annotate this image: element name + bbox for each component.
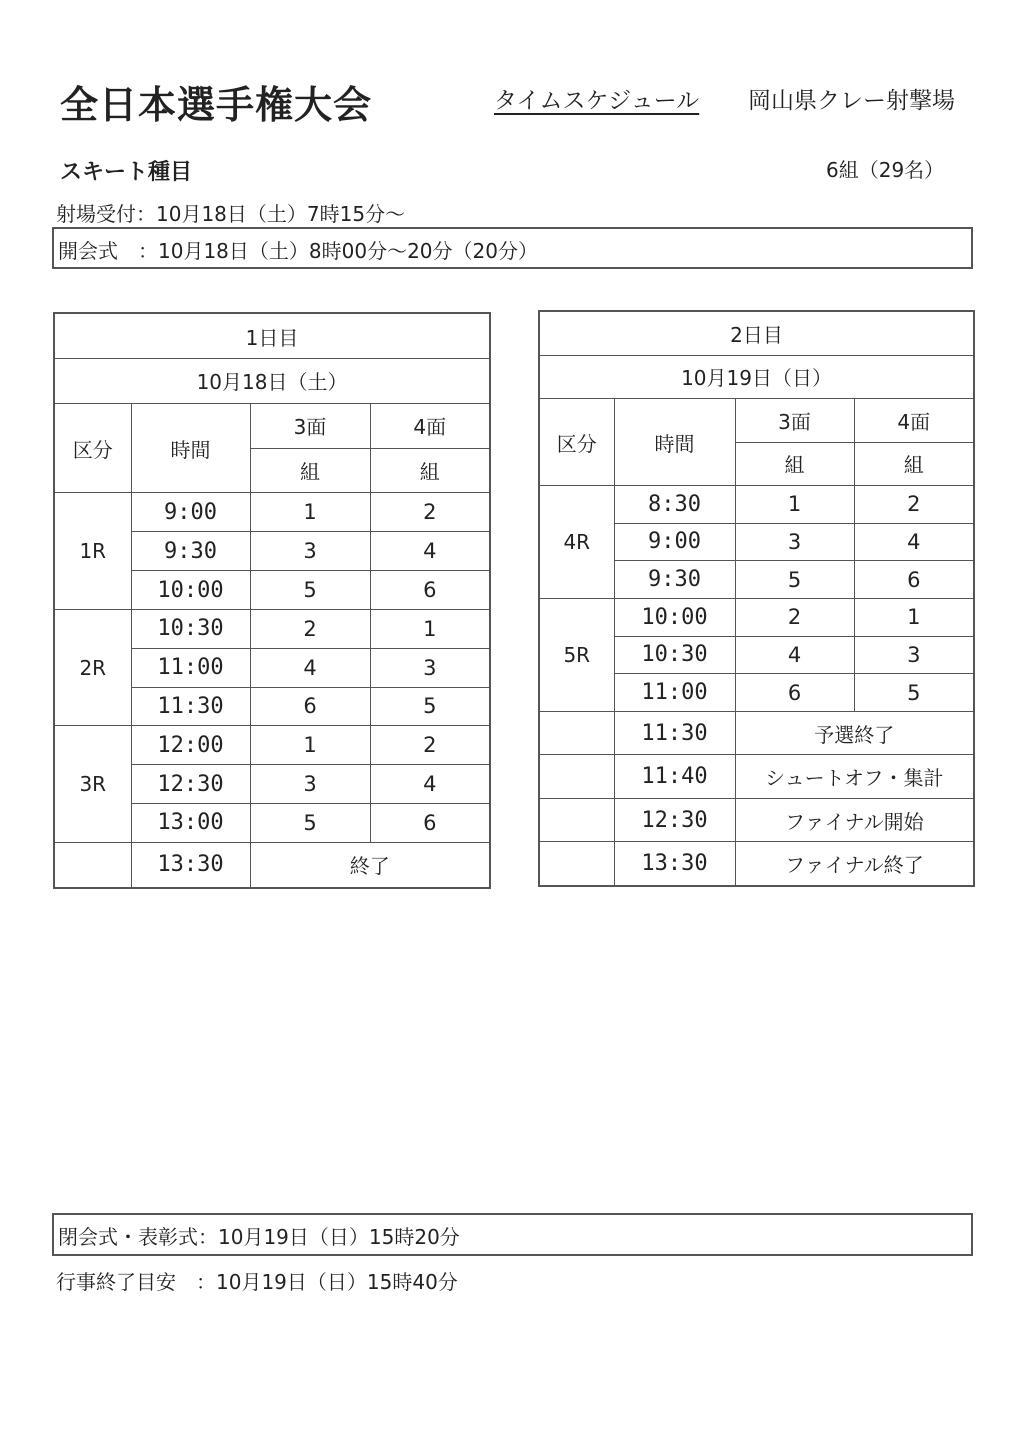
header-section: 区分 [539,399,614,486]
time-cell: 11:30 [131,687,250,726]
status-label: ファイナル開始 [735,798,974,841]
group-cell: 2 [854,485,974,523]
group-cell: 2 [370,726,490,765]
time-cell: 9:00 [131,493,250,532]
header-field3: 3面 [735,399,854,442]
group-cell: 4 [735,636,854,674]
time-cell: 9:00 [614,523,735,561]
time-cell: 11:40 [614,755,735,798]
group-cell: 1 [370,609,490,648]
group-cell: 5 [250,804,370,843]
group-cell: 2 [735,598,854,636]
day2-schedule-table [538,310,975,887]
time-cell: 9:30 [131,532,250,571]
group-cell: 4 [370,765,490,804]
group-cell: 2 [370,493,490,532]
time-cell: 11:00 [614,674,735,712]
day1-date: 10月18日（土） [54,359,490,404]
status-label: 予選終了 [735,711,974,754]
header-field4: 4面 [370,403,490,448]
opening-ceremony-text: 開会式 ：10月18日（土）8時00分～20分（20分） [58,239,538,263]
group-cell: 6 [250,687,370,726]
group-cell: 3 [370,648,490,687]
header-group: 組 [735,442,854,485]
closing-ceremony-text: 閉会式・表彰式：10月19日（日）15時20分 [58,1225,460,1249]
time-cell: 10:30 [614,636,735,674]
group-cell: 6 [854,561,974,599]
group-cell: 1 [250,493,370,532]
time-cell: 12:00 [131,726,250,765]
time-cell: 11:30 [614,711,735,754]
time-cell: 12:30 [131,765,250,804]
group-cell: 5 [250,571,370,610]
time-cell: 9:30 [614,561,735,599]
schedule-subtitle: タイムスケジュール [494,88,700,114]
header-time: 時間 [131,403,250,493]
header-group: 組 [370,448,490,493]
time-cell: 12:30 [614,798,735,841]
round-label: 4R [539,485,614,598]
time-cell: 11:00 [131,648,250,687]
group-cell: 3 [854,636,974,674]
time-cell: 13:30 [614,842,735,886]
group-cell: 1 [854,598,974,636]
time-cell: 10:30 [131,609,250,648]
time-cell: 13:00 [131,804,250,843]
group-cell: 1 [735,485,854,523]
venue-name: 岡山県クレー射撃場 [748,88,955,114]
day1-title: 1日目 [54,313,490,359]
round-label: 2R [54,609,131,725]
group-cell: 2 [250,609,370,648]
empty-cell [539,711,614,754]
header-group: 組 [854,442,974,485]
time-cell: 10:00 [614,598,735,636]
header-field3: 3面 [250,403,370,448]
event-end-info: 行事終了目安 ：10月19日（日）15時40分 [56,1270,458,1294]
group-cell: 3 [735,523,854,561]
group-cell: 1 [250,726,370,765]
header-group: 組 [250,448,370,493]
round-label: 5R [539,598,614,711]
header-field4: 4面 [854,399,974,442]
group-cell: 4 [370,532,490,571]
group-cell: 6 [370,804,490,843]
time-cell: 10:00 [131,571,250,610]
round-label: 3R [54,726,131,842]
group-cell: 5 [854,674,974,712]
status-label: ファイナル終了 [735,842,974,886]
empty-cell [539,755,614,798]
time-cell: 13:30 [131,842,250,888]
group-cell: 4 [854,523,974,561]
header-section: 区分 [54,403,131,493]
group-cell: 6 [735,674,854,712]
group-cell: 4 [250,648,370,687]
group-cell: 6 [370,571,490,610]
status-label: シュートオフ・集計 [735,755,974,798]
empty-cell [539,842,614,886]
page-title: 全日本選手権大会 [60,83,373,127]
groups-count: 6組（29名） [826,158,945,182]
day2-title: 2日目 [539,311,974,355]
round-label: 1R [54,493,131,609]
reception-info: 射場受付：10月18日（土）7時15分～ [56,202,406,226]
group-cell: 5 [735,561,854,599]
header-time: 時間 [614,399,735,486]
group-cell: 5 [370,687,490,726]
empty-cell [539,798,614,841]
group-cell: 3 [250,765,370,804]
opening-ceremony-box [52,227,973,269]
time-cell: 8:30 [614,485,735,523]
empty-cell [54,842,131,888]
end-label: 終了 [250,842,490,888]
closing-ceremony-box [52,1213,973,1256]
day2-date: 10月19日（日） [539,355,974,398]
group-cell: 3 [250,532,370,571]
event-name: スキート種目 [60,160,193,185]
day1-schedule-table [53,312,491,889]
